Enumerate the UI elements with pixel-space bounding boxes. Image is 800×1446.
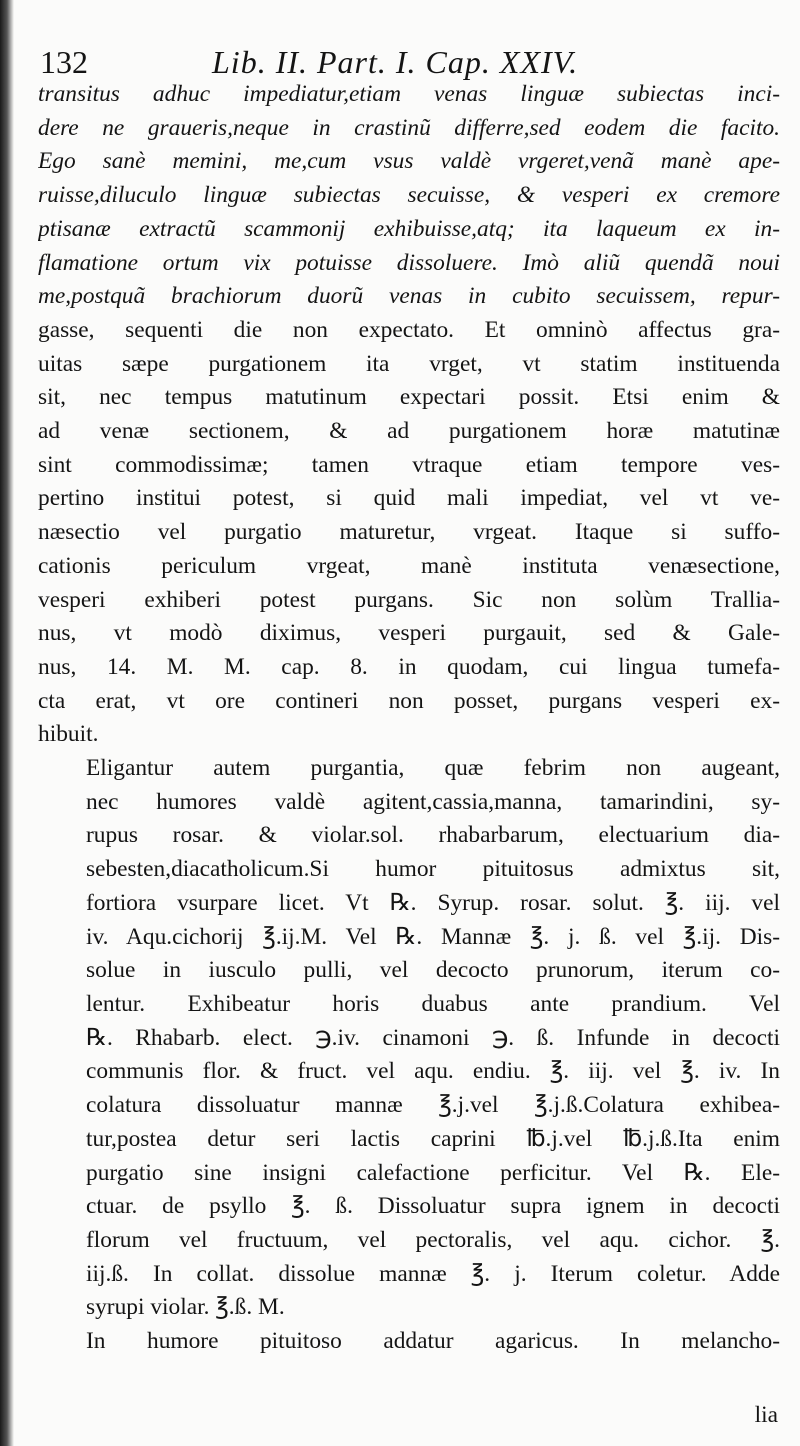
text-line: me,postquã brachiorum duorũ venas in cubito secuissem, repur-: [38, 283, 780, 310]
text-line: solue in iusculo pulli, vel decocto prunorum, iterum co-: [86, 957, 780, 984]
text-line: sebesten,diacatholicum.Si humor pituitosus admixtus sit,: [86, 856, 780, 883]
text-line: cta erat, vt ore contineri non posset, purgans vesperi ex-: [38, 687, 780, 714]
text-line: lentur. Exhibeatur horis duabus ante prandium. Vel: [86, 990, 780, 1017]
text-line: purgatio sine insigni calefactione perficitur. Vel ℞. Ele-: [86, 1159, 780, 1186]
text-line: ℞. Rhabarb. elect. ℈.iv. cinamoni ℈. ß. Infunde in decocti: [86, 1024, 780, 1051]
text-line: Eligantur autem purgantia, quæ febrim non augeant,: [86, 755, 780, 782]
text-line: tur,postea detur seri lactis caprini ℔.j.vel ℔.j.ß.Ita enim: [86, 1125, 780, 1152]
text-line: ptisanæ extractũ scammonij exhibuisse,atq; ita laqueum ex in-: [38, 215, 780, 242]
running-head: Lib. II. Part. I. Cap. XXIV.: [212, 44, 579, 80]
text-line: communis flor. & fruct. vel aqu. endiu. ℥. iij. vel ℥. iv. In: [86, 1058, 780, 1085]
catchword: lia: [754, 1402, 778, 1428]
paragraph-1: [38, 78, 780, 752]
text-line: In humore pituitoso addatur agaricus. In melancho-: [86, 1328, 780, 1355]
text-line: iij.ß. In collat. dissolue mannæ ℥. j. Iterum coletur. Adde: [86, 1260, 780, 1287]
text-line: Ego sanè memini, me,cum vsus valdè vrgeret,venã manè ape-: [38, 148, 780, 175]
text-line: cationis periculum vrgeat, manè instituta venæsectione,: [38, 552, 780, 579]
text-line: gasse, sequenti die non expectato. Et omninò affectus gra-: [38, 316, 780, 343]
text-line: næsectio vel purgatio maturetur, vrgeat. Itaque si suffo-: [38, 519, 780, 546]
text-line: hibuit.: [38, 721, 99, 748]
text-line: syrupi violar. ℥.ß. M.: [86, 1294, 285, 1321]
text-line: pertino institui potest, si quid mali impediat, vel vt ve-: [38, 485, 780, 512]
text-line: nec humores valdè agitent,cassia,manna, tamarindini, sy-: [86, 788, 780, 815]
text-line: ctuar. de psyllo ℥. ß. Dissoluatur supra ignem in decocti: [86, 1193, 780, 1220]
text-line: sit, nec tempus matutinum expectari possit. Etsi enim &: [38, 384, 780, 411]
text-line: transitus adhuc impediatur,etiam venas linguæ subiectas inci-: [38, 81, 780, 107]
page-gutter-shadow: [0, 0, 14, 1446]
text-line: colatura dissoluatur mannæ ℥.j.vel ℥.j.ß.Colatura exhibea-: [86, 1092, 780, 1119]
text-line: iv. Aqu.cichorij ℥.ij.M. Vel ℞. Mannæ ℥. j. ß. vel ℥.ij. Dis-: [86, 923, 780, 950]
text-line: uitas sæpe purgationem ita vrget, vt statim instituenda: [38, 350, 780, 377]
page-number: 132: [40, 44, 88, 80]
text-line: ruisse,diluculo linguæ subiectas secuisse, & vesperi ex cremore: [38, 182, 780, 209]
text-line: florum vel fructuum, vel pectoralis, vel aqu. cichor. ℥.: [86, 1226, 780, 1253]
text-line: sint commodissimæ; tamen vtraque etiam tempore ves-: [38, 451, 780, 478]
text-line: vesperi exhiberi potest purgans. Sic non solùm Trallia-: [38, 586, 780, 613]
text-line: fortiora vsurpare licet. Vt ℞. Syrup. rosar. solut. ℥. iij. vel: [86, 889, 780, 916]
body-text: [38, 78, 780, 1359]
paragraph-2: [38, 752, 780, 1325]
text-line: flamatione ortum vix potuisse dissoluere. Imò aliũ quendã noui: [38, 249, 780, 276]
text-line: nus, 14. M. M. cap. 8. in quodam, cui lingua tumefa-: [38, 653, 780, 680]
text-line: nus, vt modò diximus, vesperi purgauit, sed & Gale-: [38, 620, 780, 647]
paragraph-3: [38, 1325, 780, 1359]
text-line: rupus rosar. & violar.sol. rhabarbarum, electuarium dia-: [86, 822, 780, 849]
text-line: dere ne graueris,neque in crastinũ differre,sed eodem die facito.: [38, 114, 780, 141]
text-line: ad venæ sectionem, & ad purgationem horæ matutinæ: [38, 418, 780, 445]
